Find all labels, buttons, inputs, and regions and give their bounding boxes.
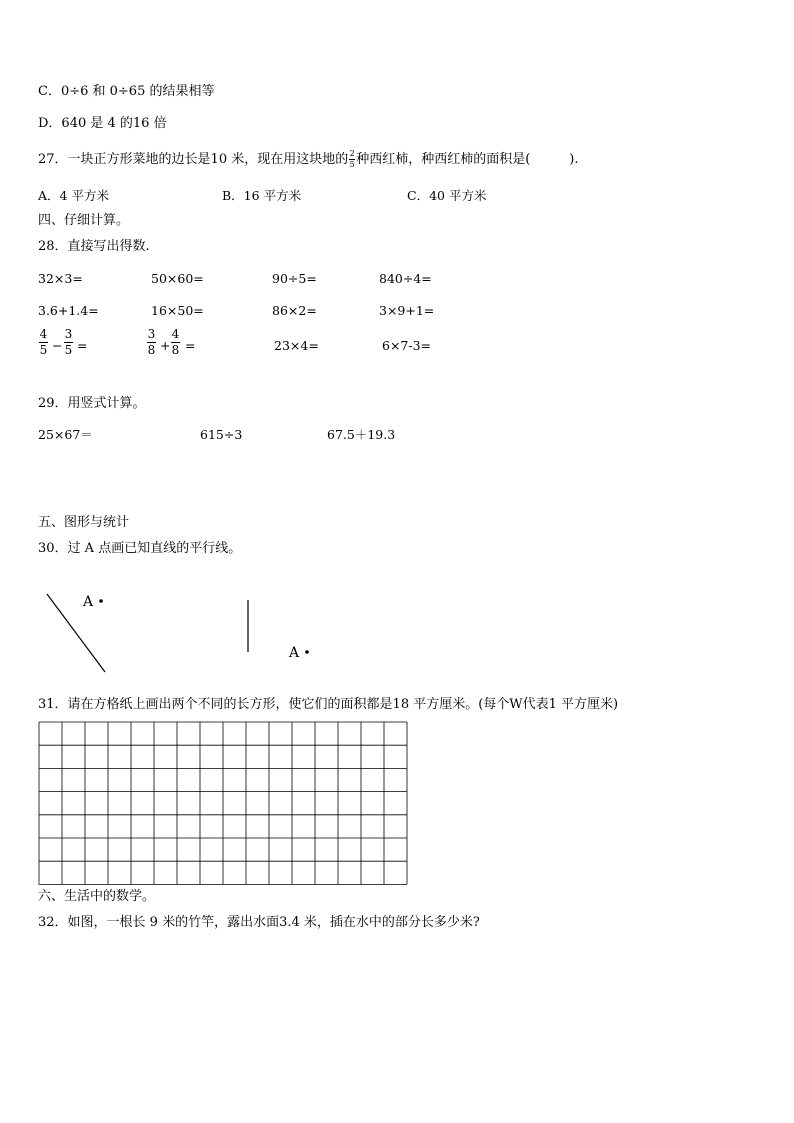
point-a-label-2: A [289, 645, 300, 661]
section5-title: 五、图形与统计 [38, 515, 130, 530]
point-a-dot-2 [305, 650, 309, 654]
q28-r2-c3: 86×2= [272, 303, 317, 318]
given-line-slanted [47, 594, 105, 672]
q28-title: 28．直接写出得数. [38, 239, 150, 254]
q27-text-after: 种西红柿，种西红柿的面积是( ). [356, 152, 579, 167]
section6-title: 六、生活中的数学。 [38, 889, 156, 904]
q28-r1-c2: 50×60= [151, 271, 204, 286]
q27-frac-num: 2 [349, 149, 355, 158]
q26-option-d: D．640 是 4 的16 倍 [38, 116, 167, 131]
q32-title: 32．如图，一根长 9 米的竹竿，露出水面3.4 米，插在水中的部分长多少米? [38, 915, 480, 930]
q27-option-b: B．16 平方米 [222, 188, 302, 203]
q28-r3-c3: 23×4= [274, 338, 319, 353]
q27-option-a: A．4 平方米 [38, 188, 109, 203]
q28-r3-equals-2: = [185, 338, 196, 353]
q29-title: 29．用竖式计算。 [38, 396, 146, 411]
q29-item-1: 25×67＝ [38, 427, 93, 442]
q26-option-c: C．0÷6 和 0÷65 的结果相等 [38, 84, 215, 99]
frac-numerator: 3 [147, 327, 156, 341]
frac-denominator: 8 [171, 343, 180, 357]
q28-r3-minus: − [52, 338, 63, 353]
point-a-dot-1 [99, 599, 103, 603]
q30-title: 30．过 A 点画已知直线的平行线。 [38, 541, 242, 556]
q28-r2-c2: 16×50= [151, 303, 204, 318]
frac-numerator: 3 [64, 327, 73, 341]
q27-option-c: C．40 平方米 [407, 188, 487, 203]
frac-denominator: 8 [147, 343, 156, 357]
q29-item-3: 67.5＋19.3 [327, 427, 396, 442]
q28-r2-c4: 3×9+1= [379, 303, 435, 318]
square-grid-paper [39, 722, 407, 884]
q31-title: 31．请在方格纸上画出两个不同的长方形，使它们的面积都是18 平方厘米。(每个W代表1 平方厘米) [38, 697, 619, 712]
frac-numerator: 4 [171, 327, 180, 341]
q28-r3-equals-1: = [77, 338, 88, 353]
q28-r3-c4: 6×7-3= [382, 338, 432, 353]
point-a-label-1: A [83, 594, 94, 610]
q28-r1-c1: 32×3= [38, 271, 83, 286]
q28-r2-c1: 3.6+1.4= [38, 303, 99, 318]
q28-r1-c3: 90÷5= [272, 271, 317, 286]
frac-denominator: 5 [64, 343, 73, 357]
q28-r3-plus: + [160, 338, 171, 353]
q28-r1-c4: 840÷4= [379, 271, 432, 286]
q27-frac-den: 5 [349, 160, 355, 169]
frac-numerator: 4 [39, 327, 48, 341]
frac-denominator: 5 [39, 343, 48, 357]
q27-text-before: 27．一块正方形菜地的边长是10 米，现在用这块地的 [38, 152, 349, 167]
section4-title: 四、仔细计算。 [38, 213, 130, 228]
q29-item-2: 615÷3 [200, 427, 243, 442]
